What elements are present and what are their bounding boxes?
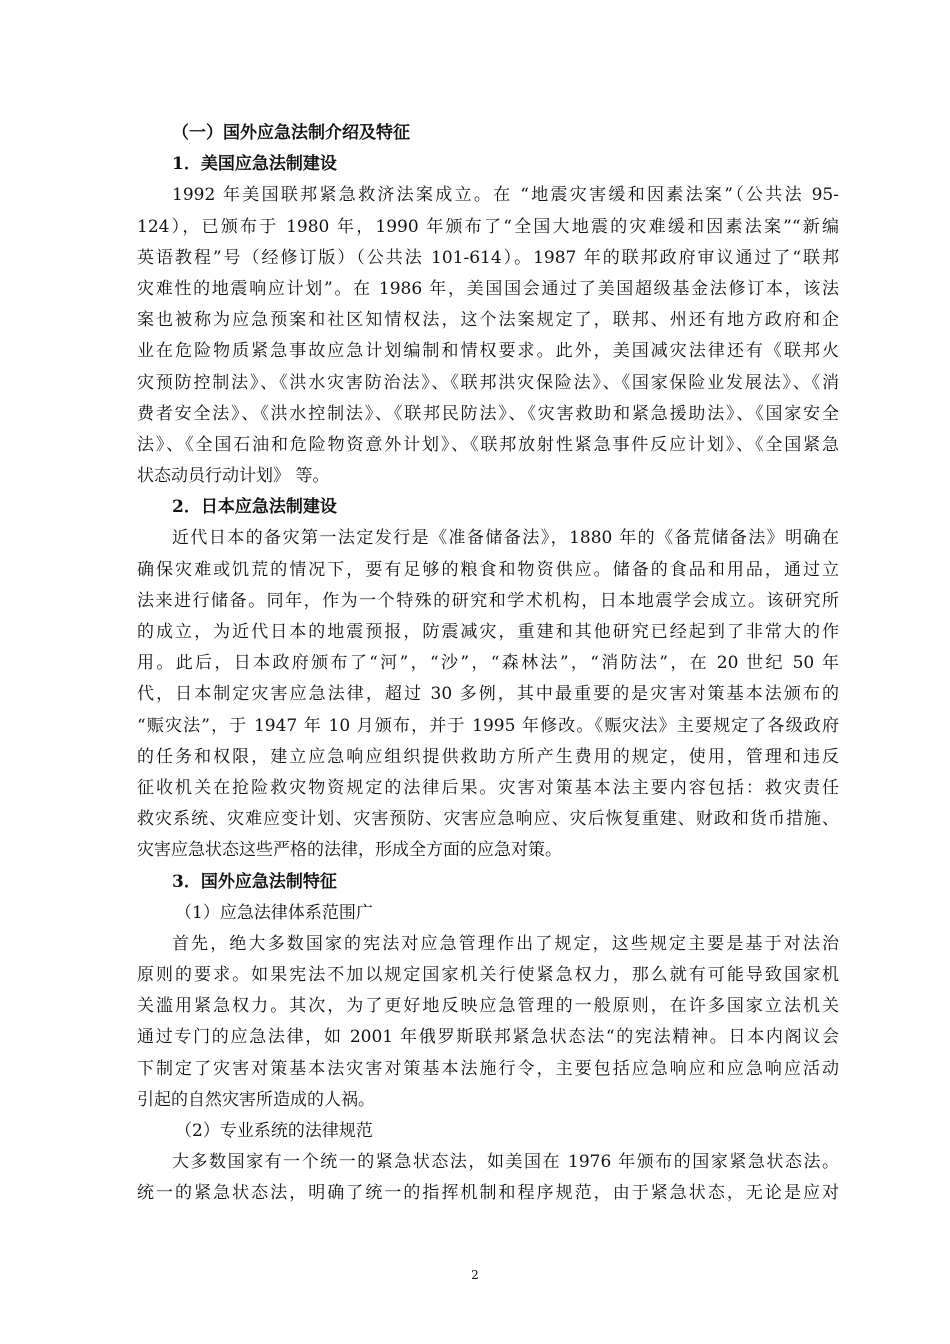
paragraph-line: 引起的自然灾害所造成的人祸。 (137, 1089, 375, 1110)
item-title-professional: （2）专业系统的法律规范 (175, 1121, 373, 1141)
paragraph-line: 灾难性的地震响应计划”。在 1986 年，美国国会通过了美国超级基金法修订本，该法 (137, 278, 839, 299)
paragraph-line: 的任务和权限，建立应急响应组织提供救助方所产生费用的规定，使用，管理和违反 (137, 746, 839, 767)
paragraph-line: 费者安全法》、《洪水控制法》、《联邦民防法》、《灾害救助和紧急援助法》、《国家安全 (137, 403, 839, 424)
subsection-heading-japan: 2．日本应急法制建设 (172, 497, 337, 518)
paragraph-line: 案也被称为应急预案和社区知情权法，这个法案规定了，联邦、州还有地方政府和企 (137, 310, 839, 331)
paragraph-line: 1992 年美国联邦紧急救济法案成立。在 “地震灾害缓和因素法案”（公共法 95- (172, 185, 839, 206)
subsection-heading-features: 3．国外应急法制特征 (172, 871, 337, 892)
paragraph-line: 通过专门的应急法律，如 2001 年俄罗斯联邦紧急状态法“的宪法精神。日本内阁议会 (137, 1027, 839, 1048)
paragraph-line: 灾害应急状态这些严格的法律，形成全方面的应急对策。 (137, 840, 562, 861)
paragraph-line: 首先，绝大多数国家的宪法对应急管理作出了规定，这些规定主要是基于对法治 (172, 933, 839, 954)
paragraph-line: 状态动员行动计划》 等。 (137, 466, 330, 487)
paragraph-line: 原则的要求。如果宪法不加以规定国家机关行使紧急权力，那么就有可能导致国家机 (137, 965, 839, 986)
paragraph-line: 代，日本制定灾害应急法律，超过 30 多例，其中最重要的是灾害对策基本法颁布的 (137, 684, 839, 705)
paragraph-line: 关滥用紧急权力。其次，为了更好地反映应急管理的一般原则，在许多国家立法机关 (137, 996, 839, 1017)
subsection-heading-usa: 1．美国应急法制建设 (172, 154, 337, 175)
paragraph-line: 大多数国家有一个统一的紧急状态法，如美国在 1976 年颁布的国家紧急状态法。 (172, 1152, 839, 1173)
document-body (137, 118, 839, 1210)
paragraph-line: 的成立，为近代日本的地震预报，防震减灾，重建和其他研究已经起到了非常大的作 (137, 622, 839, 642)
paragraph-line: 统一的紧急状态法，明确了统一的指挥机制和程序规范，由于紧急状态，无论是应对 (137, 1183, 839, 1204)
paragraph-line: 法》、《全国石油和危险物资意外计划》、《联邦放射性紧急事件反应计划》、《全国紧急 (137, 434, 839, 455)
paragraph-line: 确保灾难或饥荒的情况下，要有足够的粮食和物资供应。储备的食品和用品，通过立 (137, 559, 839, 580)
paragraph-line: 灾预防控制法》、《洪水灾害防治法》、《联邦洪灾保险法》、《国家保险业发展法》、《消 (137, 372, 839, 393)
paragraph-line: 法来进行储备。同年，作为一个特殊的研究和学术机构，日本地震学会成立。该研究所 (137, 590, 839, 611)
section-heading: （一）国外应急法制介绍及特征 (172, 123, 410, 143)
paragraph-line: 近代日本的备灾第一法定发行是《准备储备法》，1880 年的《备荒储备法》明确在 (172, 528, 839, 549)
paragraph-line: 征收机关在抢险救灾物资规定的法律后果。灾害对策基本法主要内容包括：救灾责任 (137, 777, 839, 798)
paragraph-line: 用。此后，日本政府颁布了“河”，“沙”，“森林法”，“消防法”，在 20 世纪 50 年 (137, 653, 839, 674)
paragraph-line: 下制定了灾害对策基本法灾害对策基本法施行令，主要包括应急响应和应急响应活动 (137, 1058, 839, 1079)
item-title-scope: （1）应急法律体系范围广 (175, 902, 373, 923)
paragraph-line: 业在危险物质紧急事故应急计划编制和情权要求。此外，美国减灾法律还有《联邦火 (137, 341, 839, 362)
page-number: 2 (471, 1268, 479, 1282)
paragraph-line: “赈灾法”，于 1947 年 10 月颁布，并于 1995 年修改。《赈灾法》主要规定了各级政府 (137, 715, 839, 736)
paragraph-line: 英语教程”号（经修订版）（公共法 101-614）。1987 年的联邦政府审议通过了“联邦 (137, 247, 839, 268)
paragraph-line: 救灾系统、灾难应变计划、灾害预防、灾害应急响应、灾后恢复重建、财政和货币措施、 (137, 809, 839, 830)
paragraph-line: 124），已颁布于 1980 年，1990 年颁布了“全国大地震的灾难缓和因素法案”“新编 (137, 216, 839, 237)
